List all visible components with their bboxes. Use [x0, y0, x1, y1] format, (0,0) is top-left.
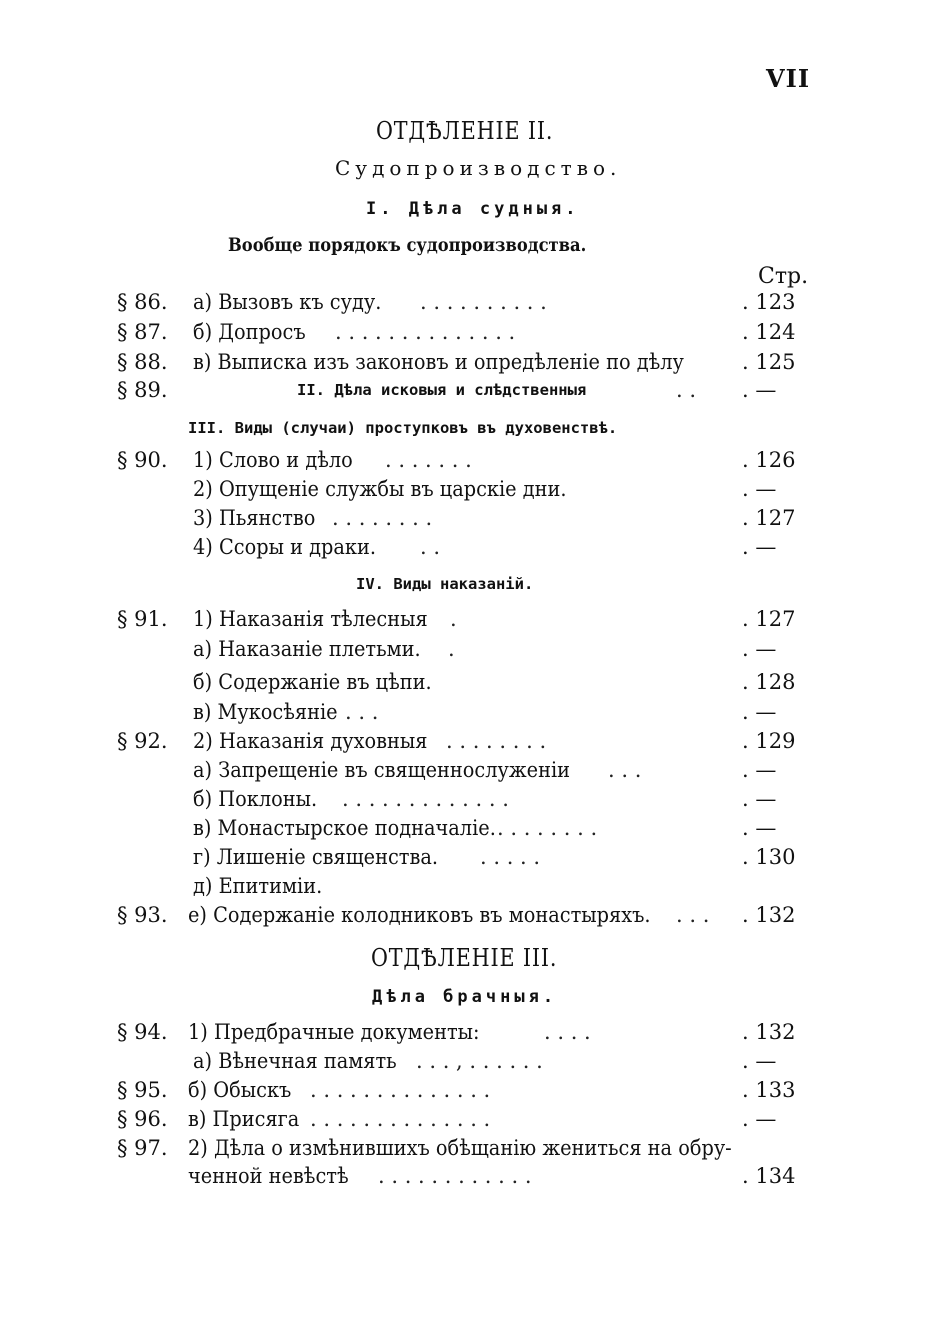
- leader-dots: . . . .: [544, 1020, 591, 1044]
- entry-title: а) Запрещеніе въ священнослуженіи: [193, 758, 571, 782]
- toc-row: [0, 874, 936, 904]
- page-number: VII: [766, 64, 811, 93]
- page-ref: . 128: [742, 670, 796, 694]
- entry-title: а) Наказаніе плетьми.: [193, 637, 421, 661]
- entry-title: 1) Наказанія тѣлесныя: [193, 607, 428, 631]
- toc-row: [0, 845, 936, 875]
- toc-row: [0, 637, 936, 667]
- entry-title: в) Мукосѣяніе: [193, 700, 338, 724]
- toc-row: [0, 1078, 936, 1108]
- toc-row: [0, 506, 936, 536]
- toc-row: [0, 1107, 936, 1137]
- section-3-title: ОТДѢЛЕНІЕ III.: [371, 944, 558, 972]
- entry-title: д) Епитиміи.: [193, 874, 323, 898]
- paragraph-number: § 86.: [117, 290, 168, 314]
- entry-title: 2) Наказанія духовныя: [193, 729, 428, 753]
- page-ref: . —: [742, 816, 777, 840]
- entry-title: 1) Слово и дѣло: [193, 448, 353, 472]
- leader-dots: .: [448, 637, 455, 661]
- paragraph-number: § 90.: [117, 448, 168, 472]
- group-3-heading: III. Виды (случаи) проступковъ въ духовенствѣ.: [188, 419, 618, 437]
- entry-title: б) Содержаніе въ цѣпи.: [193, 670, 432, 694]
- entry-title: б) Допросъ: [193, 320, 306, 344]
- paragraph-number: § 92.: [117, 729, 168, 753]
- paragraph-number: § 94.: [117, 1020, 168, 1044]
- leader-dots: . . .: [608, 758, 642, 782]
- entry-title: 3) Пьянство: [193, 506, 316, 530]
- toc-row: [0, 700, 936, 730]
- leader-dots: . .: [420, 535, 441, 559]
- entry-title: в) Выписка изъ законовъ и опредѣленіе по дѣлу: [193, 350, 684, 374]
- page-ref: . 124: [742, 320, 796, 344]
- entry-title: 2) Дѣла о измѣнившихъ обѣщанію жениться на обру-: [188, 1136, 732, 1160]
- toc-row: [0, 607, 936, 637]
- page-ref: . —: [742, 1107, 777, 1131]
- toc-row: [0, 903, 936, 933]
- paragraph-number: § 91.: [117, 607, 168, 631]
- entry-title: г) Лишеніе священства.: [193, 845, 439, 869]
- page-column-label: Стр.: [758, 264, 809, 289]
- leader-dots: . . .: [345, 700, 379, 724]
- paragraph-number: § 96.: [117, 1107, 168, 1131]
- toc-row: [0, 729, 936, 759]
- section-2-title: ОТДѢЛЕНІЕ II.: [376, 117, 554, 145]
- page-ref: . 129: [742, 729, 796, 753]
- page-ref: . 132: [742, 903, 796, 927]
- page-ref: . 127: [742, 506, 796, 530]
- toc-row: [0, 758, 936, 788]
- paragraph-number: § 95.: [117, 1078, 168, 1102]
- page-ref: . —: [742, 535, 777, 559]
- paragraph-number: § 97.: [117, 1136, 168, 1160]
- toc-row: [0, 1136, 936, 1166]
- entry-title: в) Монастырское подначаліе.: [193, 816, 496, 840]
- page-ref: . —: [742, 637, 777, 661]
- page-ref: . 134: [742, 1164, 796, 1188]
- page-ref: . 132: [742, 1020, 796, 1044]
- entry-title: б) Обыскъ: [188, 1078, 292, 1102]
- toc-row: [0, 1049, 936, 1079]
- leader-dots: . . . . . . . . . . . .: [378, 1164, 532, 1188]
- toc-row: [0, 787, 936, 817]
- toc-row: [0, 350, 936, 380]
- page-ref: . 127: [742, 607, 796, 631]
- entry-title: ченной невѣстѣ: [188, 1164, 349, 1188]
- leader-dots: . . . . . . . .: [332, 506, 433, 530]
- leader-dots: . . . . . . . .: [446, 729, 547, 753]
- toc-row: [0, 1164, 936, 1194]
- leader-dots: . . . . . . . .: [497, 816, 598, 840]
- leader-dots: . . . . . . . . . . . . . .: [310, 1107, 491, 1131]
- page-ref: . 126: [742, 448, 796, 472]
- leader-dots: . . . . . . . . . .: [420, 290, 547, 314]
- toc-row: [0, 816, 936, 846]
- group-4-heading: IV. Виды наказаній.: [356, 575, 534, 593]
- toc-row: [0, 1020, 936, 1050]
- leader-dots: . . . . . . . . . . . . . .: [335, 320, 516, 344]
- leader-dots: . . . . . . .: [385, 448, 472, 472]
- entry-title: 4) Ссоры и драки.: [193, 535, 376, 559]
- toc-row: [0, 670, 936, 700]
- entry-title: 1) Предбрачные документы:: [188, 1020, 480, 1044]
- paragraph-number: § 93.: [117, 903, 168, 927]
- page-ref: . 123: [742, 290, 796, 314]
- toc-row: [0, 320, 936, 350]
- paragraph-number: § 89.: [117, 378, 168, 402]
- paragraph-number: § 88.: [117, 350, 168, 374]
- toc-row: [0, 290, 936, 320]
- toc-row: [0, 535, 936, 565]
- page-ref: . —: [742, 378, 777, 402]
- leader-dots: . . .: [676, 903, 710, 927]
- paragraph-number: § 87.: [117, 320, 168, 344]
- page-ref: . —: [742, 758, 777, 782]
- entry-title: е) Содержаніе колодниковъ въ монастыряхъ.: [188, 903, 651, 927]
- page-ref: . 130: [742, 845, 796, 869]
- page-ref: . —: [742, 477, 777, 501]
- page-ref: . 125: [742, 350, 796, 374]
- toc-row: [0, 448, 936, 478]
- page-ref: . —: [742, 787, 777, 811]
- general-procedure-heading: Вообще порядокъ судопроизводства.: [228, 234, 587, 256]
- section-3-subheading: Дѣла брачныя.: [372, 987, 558, 1007]
- page-ref: . —: [742, 1049, 777, 1073]
- group-2-heading: II. Дѣла исковыя и слѣдственныя: [297, 381, 587, 399]
- leader-dots: . . . . . . . . . . . . .: [342, 787, 509, 811]
- entry-title: а) Вызовъ къ суду.: [193, 290, 382, 314]
- leader-dots: .: [450, 607, 457, 631]
- leader-dots: . . . . . . . . . . . . . .: [310, 1078, 491, 1102]
- section-2-subheading: I. Дѣла судныя.: [366, 199, 580, 219]
- entry-title: б) Поклоны.: [193, 787, 318, 811]
- toc-row: [0, 477, 936, 507]
- leader-dots: . .: [676, 378, 697, 402]
- entry-title: в) Присяга: [188, 1107, 300, 1131]
- leader-dots: . . . . .: [480, 845, 541, 869]
- page-ref: . —: [742, 700, 777, 724]
- leader-dots: . . . , . . . . . .: [416, 1049, 543, 1073]
- toc-row: [0, 378, 936, 408]
- page-ref: . 133: [742, 1078, 796, 1102]
- entry-title: 2) Опущеніе службы въ царскіе дни.: [193, 477, 567, 501]
- section-2-subtitle: Судопроизводство.: [335, 156, 622, 180]
- entry-title: а) Вѣнечная память: [193, 1049, 397, 1073]
